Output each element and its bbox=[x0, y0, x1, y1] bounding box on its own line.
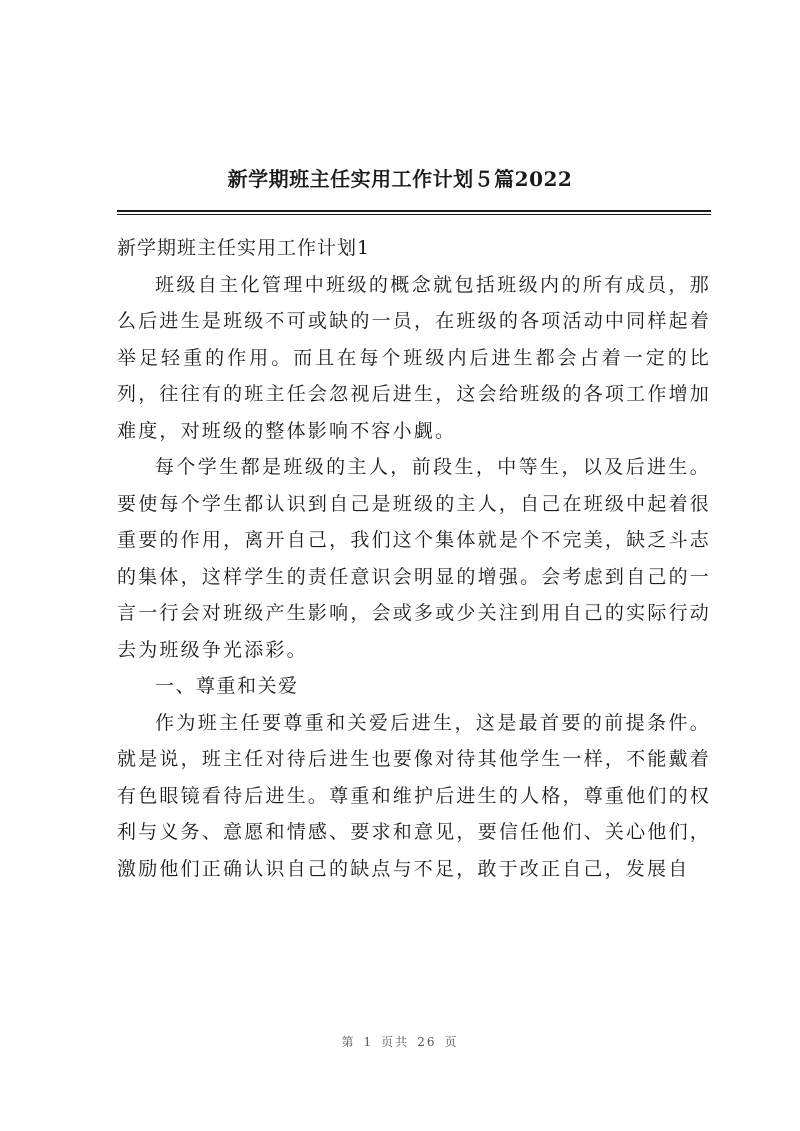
title-divider-thin bbox=[117, 214, 711, 215]
document-body bbox=[117, 230, 711, 887]
document-title: 新学期班主任实用工作计划５篇2022 bbox=[227, 167, 573, 191]
title-divider-thick bbox=[117, 210, 711, 212]
page-prefix: 第 bbox=[341, 1035, 356, 1049]
page-suffix: 页 bbox=[444, 1035, 459, 1049]
page-current: 1 bbox=[363, 1035, 374, 1049]
paragraph-1: 班级自主化管理中班级的概念就包括班级内的所有成员，那么后进生是班级不可或缺的一员，在班级的各项活动中同样起着举足轻重的作用。而且在每个班级内后进生都会占着一定的比列，往往有的班主任会忽视后进生，这会给班级的各项工作增加难度，对班级的整体影响不容小觑。 bbox=[117, 273, 711, 442]
page-total: 26 bbox=[417, 1035, 437, 1049]
section-title: 新学期班主任实用工作计划1 bbox=[117, 237, 371, 259]
paragraph-3: 作为班主任要尊重和关爱后进生，这是最首要的前提条件。就是说，班主任对待后进生也要像对待其他学生一样，不能戴着有色眼镜看待后进生。尊重和维护后进生的人格，尊重他们的权利与义务、意愿和情感、要求和意见，要信任他们、关心他们，激励他们正确认识自己的缺点与不足，敢于改正自己，发展自 bbox=[117, 711, 711, 880]
paragraph-2: 每个学生都是班级的主人，前段生，中等生，以及后进生。要使每个学生都认识到自己是班级的主人，自己在班级中起着很重要的作用，离开自己，我们这个集体就是个不完美，缺乏斗志的集体，这样学生的责任意识会明显的增强。会考虑到自己的一言一行会对班级产生影响，会或多或少关注到用自己的实际行动去为班级争光添彩。 bbox=[117, 456, 711, 661]
page-footer bbox=[0, 1033, 800, 1050]
page-middle: 页共 bbox=[381, 1035, 410, 1049]
subheading-respect-care: 一、尊重和关爱 bbox=[155, 675, 299, 697]
